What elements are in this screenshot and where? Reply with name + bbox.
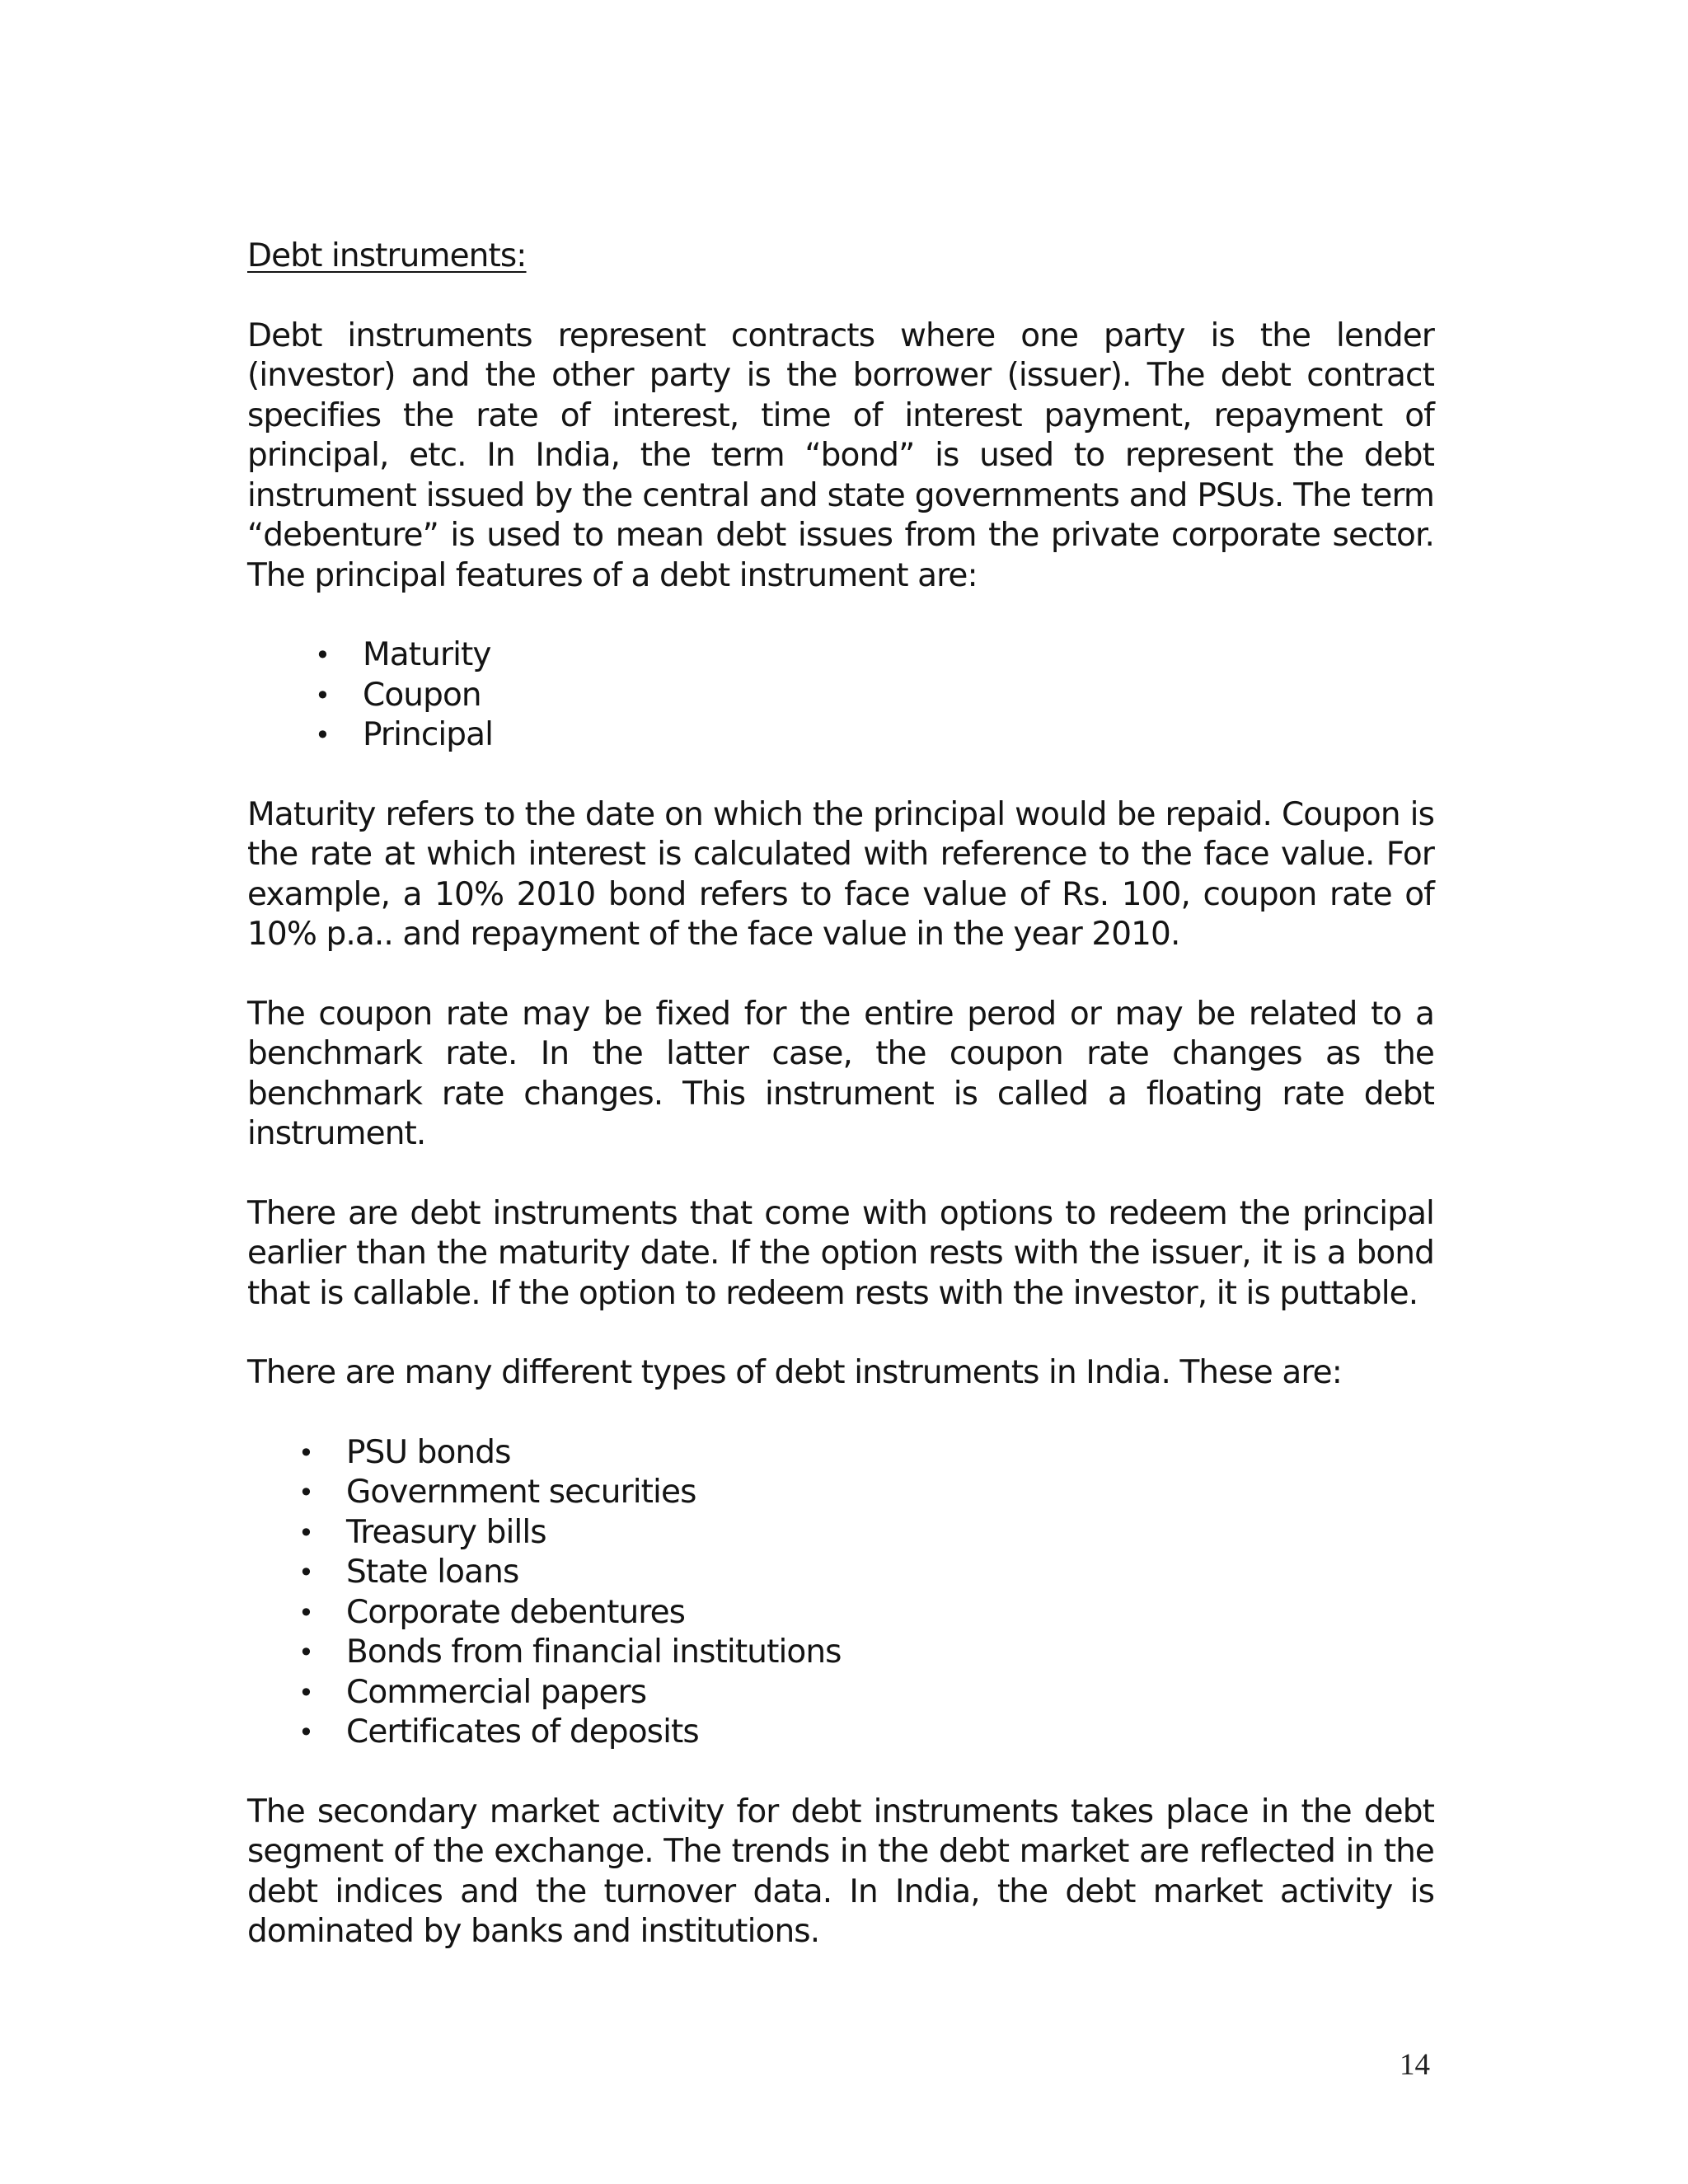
list-item: • Principal <box>363 715 1434 756</box>
bullet-icon: • <box>298 1477 313 1508</box>
types-intro-paragraph: There are many different types of debt instruments in India. These are: <box>247 1354 1342 1391</box>
list-item: • Coupon <box>363 676 1434 716</box>
page-number: 14 <box>1400 2048 1430 2082</box>
secondary-market-paragraph: The secondary market activity for debt instruments takes place in the debt segment of the exchange. The trends in the debt market are reflected in the debt indices and the turnover data. In India, the debt market activity is dominated by banks and institutions. <box>247 1793 1434 1950</box>
bullet-icon: • <box>298 1557 313 1588</box>
features-list <box>247 635 1434 756</box>
list-item: • Certificates of deposits <box>346 1713 1434 1753</box>
list-item: • Treasury bills <box>346 1513 1434 1554</box>
maturity-paragraph: Maturity refers to the date on which the principal would be repaid. Coupon is the rate at which interest is calculated with reference to the face value. For example, a 10% 2010 bond refers to face value of Rs. 100, coupon rate of 10% p.a.. and repayment of the face value in the year 2010. <box>247 795 1434 953</box>
bullet-icon: • <box>298 1676 313 1708</box>
list-item: • State loans <box>346 1553 1434 1593</box>
intro-paragraph: Debt instruments represent contracts where one party is the lender (investor) and the other party is the borrower (issuer). The debt contract specifies the rate of interest, time of interest payment, repayment of principal, etc. In India, the term “bond” is used to represent the debt instrument issued by the central and state governments and PSUs. The term “debenture” is used to mean debt issues from the private corporate sector. The principal features of a debt instrument are: <box>247 316 1434 594</box>
bullet-icon: • <box>298 1717 313 1748</box>
list-item: • Corporate debentures <box>346 1593 1434 1633</box>
list-item: • Bonds from financial institutions <box>346 1633 1434 1673</box>
options-paragraph: There are debt instruments that come with options to redeem the principal earlier than the maturity date. If the option rests with the issuer, it is a bond that is callable. If the option to redeem rests with the investor, it is puttable. <box>247 1194 1434 1312</box>
bullet-icon: • <box>298 1637 313 1668</box>
bullet-icon: • <box>315 679 330 711</box>
coupon-rate-paragraph: The coupon rate may be fixed for the entire perod or may be related to a benchmark rate. In the latter case, the coupon rate changes as the benchmark rate changes. This instrument is called a floating rate debt instrument. <box>247 995 1434 1152</box>
types-list <box>247 1433 1434 1753</box>
bullet-icon: • <box>298 1436 313 1469</box>
section-heading: Debt instruments: <box>247 237 527 274</box>
bullet-icon: • <box>298 1516 313 1549</box>
list-item: • Government securities <box>346 1473 1434 1513</box>
document-page <box>247 237 1434 1992</box>
list-item: • Commercial papers <box>346 1673 1434 1713</box>
list-item: • PSU bonds <box>346 1433 1434 1474</box>
bullet-icon: • <box>315 719 330 751</box>
bullet-icon: • <box>315 640 330 671</box>
list-item: • Maturity <box>363 635 1434 676</box>
bullet-icon: • <box>298 1596 313 1629</box>
